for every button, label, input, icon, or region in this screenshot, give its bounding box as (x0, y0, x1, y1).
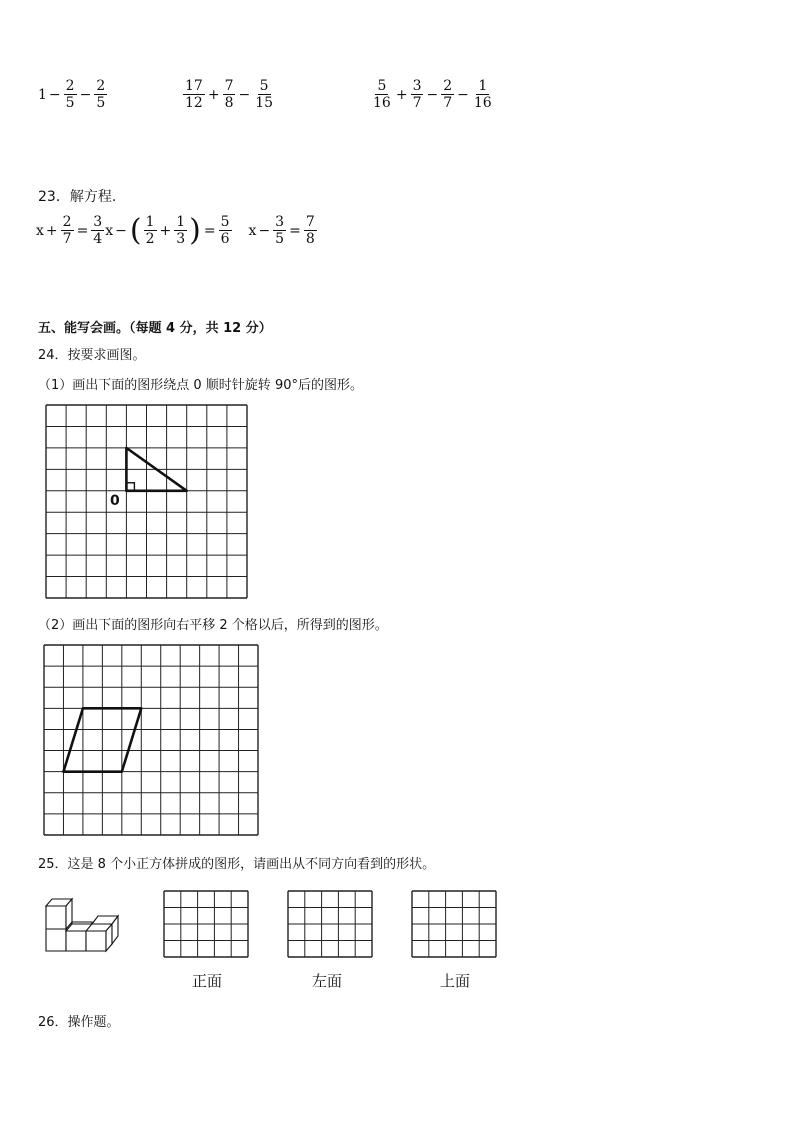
expression-2: $\frac{17}{12}$ + $\frac{7}{8}$ − $\frac{5}{15}$ (185, 78, 274, 111)
equations-row: x + $\frac{2}{7}$ = $\frac{3}{4}$ x − ( $\frac{1}{2}$ + $\frac{1}{3}$ ) = $\frac{5}{6}$ x − $\frac{3}{5}$ = $\frac{7}{8}$ (36, 212, 315, 248)
left-view-grid (288, 891, 374, 959)
fraction: $\frac{2}{7}$ (443, 78, 453, 111)
fraction: $\frac{5}{15}$ (255, 78, 274, 111)
fraction: $\frac{1}{2}$ (145, 214, 155, 247)
question-23-title: 23．解方程. (38, 189, 117, 205)
translation-grid (44, 645, 260, 837)
fraction: $\frac{3}{5}$ (275, 214, 285, 247)
fraction: $\frac{2}{5}$ (96, 78, 106, 111)
fraction: $\frac{17}{12}$ (185, 78, 203, 111)
rotation-grid (46, 405, 249, 600)
section-5-title: 五、能写会画。（每题 4 分，共 12 分） (38, 321, 272, 336)
fraction: $\frac{7}{8}$ (224, 78, 234, 111)
fraction: $\frac{2}{7}$ (62, 214, 72, 247)
fraction: $\frac{3}{4}$ (93, 214, 103, 247)
front-view-label: 正面 (192, 972, 223, 990)
expression-3: $\frac{5}{16}$ + $\frac{3}{7}$ − $\frac{2}{7}$ − $\frac{1}{16}$ (373, 78, 492, 111)
number: 1 (38, 86, 47, 103)
fraction: $\frac{7}{8}$ (305, 214, 315, 247)
front-view-grid (164, 891, 250, 959)
expression-1: 1 − $\frac{2}{5}$ − $\frac{2}{5}$ (38, 78, 106, 111)
cube-figure (44, 896, 126, 956)
left-view-label: 左面 (312, 972, 343, 990)
point-o-label: 0 (110, 493, 120, 509)
top-view-label: 上面 (440, 972, 471, 990)
question-26-title: 26．操作题。 (38, 1015, 120, 1030)
question-25-title: 25．这是 8 个小正方体拼成的图形，请画出从不同方向看到的形状。 (38, 857, 436, 872)
question-24-part-2: （2）画出下面的图形向右平移 2 个格以后，所得到的图形。 (38, 618, 388, 633)
fraction: $\frac{1}{16}$ (473, 78, 492, 111)
question-24-title: 24．按要求画图。 (38, 348, 146, 363)
fraction: $\frac{2}{5}$ (65, 78, 75, 111)
fraction: $\frac{5}{6}$ (220, 214, 230, 247)
fraction: $\frac{1}{3}$ (176, 214, 186, 247)
fraction: $\frac{3}{7}$ (412, 78, 422, 111)
fraction: $\frac{5}{16}$ (373, 78, 391, 111)
question-24-part-1: （1）画出下面的图形绕点 0 顺时针旋转 90°后的图形。 (38, 378, 363, 393)
top-view-grid (412, 891, 498, 959)
